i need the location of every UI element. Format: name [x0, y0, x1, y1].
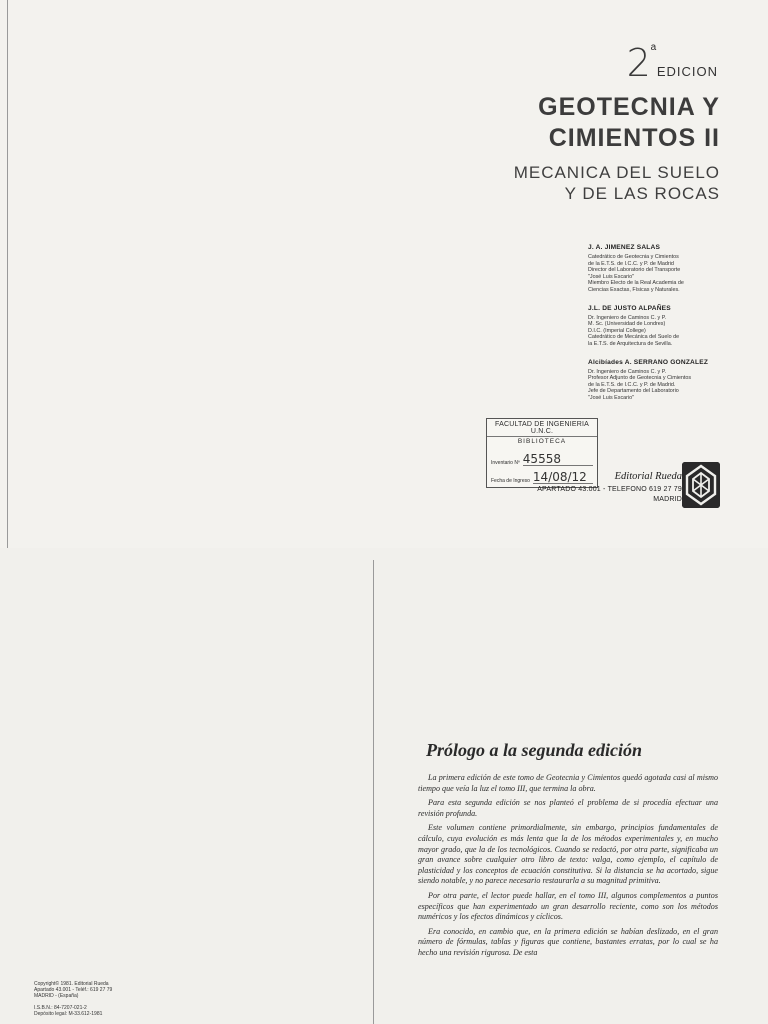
author-credential: "José Luis Escario" [588, 394, 635, 401]
publisher-address: APARTADO 43.001 - TELEFONO 619 27 79 [537, 486, 682, 493]
prologue-paragraph: Este volumen contiene primordialmente, sin embargo, principios fundamentales de cálculo, cuya evolución es más lenta que la de los métodos experimentales y, en mucho mayor grado, que la de los tecnológicos. Cuando se redactó, por otra parte, significaba un gran avance sobre cualquier otro libro de texto: valga, como ejemplo, el capítulo de plasticidad y los conceptos de ecuación constitutiva. Si la distancia se ha acortado, sigue siendo notable, y no parece necesario restaurarla a su magnitud primitiva. [418, 823, 718, 886]
author-credential: Catedrático de Geotecnia y Cimientos [588, 254, 679, 260]
stamp-faculty: FACULTAD DE INGENIERIA U.N.C. [487, 419, 597, 437]
stamp-date-value: 14/08/12 [533, 471, 593, 484]
author-credential: Dr. Ingeniero de Caminos C. y P. [588, 368, 667, 375]
prologue-paragraph: Para esta segunda edición se nos planteó el problema de si procedía efectuar una revisión profunda. [418, 798, 718, 818]
book-title [538, 92, 720, 154]
colophon-address: Apartado 43.001 - Teléf.: 619 27 79 [34, 987, 113, 994]
title-line-2: CIMIENTOS II [548, 124, 720, 152]
author-name: Alcibíades A. SERRANO GONZALEZ [588, 358, 709, 366]
colophon-legal: Depósito legal: M-33.612-1981 [34, 1010, 103, 1017]
prologue-paragraph: La primera edición de este tomo de Geotecnia y Cimientos quedó agotada casi al mismo tiempo que veía la luz el tomo III, que termina la obra. [418, 773, 718, 793]
author-credential: Profesor Adjunto de Geotecnia y Cimientos [588, 375, 692, 382]
stamp-date-label: Fecha de Ingreso [491, 478, 530, 484]
edition-number: 2 [626, 41, 651, 85]
subtitle-line-1: MECANICA DEL SUELO [513, 163, 720, 182]
author-credential: M. Sc. (Universidad de Londres) [588, 321, 666, 328]
subtitle-line-2: Y DE LAS ROCAS [564, 184, 720, 203]
page-fold-line [373, 560, 374, 1024]
author-1 [588, 244, 738, 294]
author-credential: de la E.T.S. de I.C.C. y P. de Madrid [588, 260, 674, 267]
publisher-name: Editorial Rueda [614, 471, 682, 482]
author-credential: Jefe de Departamento del Laboratorio [588, 388, 679, 395]
edition-mark [626, 41, 718, 85]
prologue-paragraph: Era conocido, en cambio que, en la primera edición se habían deslizado, en el gran número de fórmulas, tablas y figuras que contiene, bastantes erratas, por lo cual se ha hecho una revisión rigurosa. De esta [418, 926, 718, 957]
book-subtitle [514, 162, 720, 204]
edition-word: EDICION [656, 64, 718, 79]
author-credential: Director del Laboratorio del Transporte [588, 267, 681, 274]
author-credential: Catedrático de Mecánica del Suelo de [588, 334, 680, 341]
edition-superscript: a [650, 42, 657, 53]
author-3 [588, 359, 738, 402]
author-2 [588, 305, 738, 348]
authors-block [588, 244, 738, 413]
colophon-copyright: Copyright© 1981. Editorial Rueda [34, 981, 109, 987]
author-credential: de la E.T.S. de I.C.C. y P. de Madrid. [588, 381, 676, 388]
publisher-city: MADRID [653, 496, 682, 503]
colophon-isbn: I.S.B.N.: 84-7207-021-2 [34, 1004, 87, 1011]
author-credential: "José Luis Escario" [588, 273, 635, 280]
author-credential: Miembro Electo de la Real Academia de [588, 280, 684, 287]
stamp-inventory-value: 45558 [523, 453, 593, 466]
prologue-body [418, 773, 718, 963]
author-credential: Ciencias Exactas, Físicas y Naturales. [588, 286, 680, 293]
stamp-inventory-label: Inventario Nº [491, 460, 520, 466]
author-credential: Dr. Ingeniero de Caminos C. y P. [588, 314, 667, 321]
colophon [34, 981, 112, 1017]
stamp-inventory-row [487, 448, 597, 466]
colophon-city: MADRID - (España) [34, 993, 79, 1000]
author-name: J.L. DE JUSTO ALPAÑES [588, 304, 671, 312]
prologue-title: Prólogo a la segunda edición [426, 740, 643, 760]
prologue-paragraph: Por otra parte, el lector puede hallar, en el tomo III, algunos complementos a puntos específicos que han experimentado un gran desarrollo reciente, como son los métodos numéricos y los efectos dinámicos y cíclicos. [418, 890, 718, 922]
stamp-library: BIBLIOTECA [517, 438, 567, 445]
publisher-block [537, 471, 682, 505]
publisher-logo-icon [682, 462, 720, 508]
author-name: J. A. JIMENEZ SALAS [588, 244, 661, 251]
title-line-1: GEOTECNIA Y [538, 93, 720, 121]
author-credential: la E.T.S. de Arquitectura de Sevilla. [588, 340, 673, 347]
binding-edge [7, 0, 8, 548]
author-credential: D.I.C. (Imperial College) [588, 327, 646, 334]
